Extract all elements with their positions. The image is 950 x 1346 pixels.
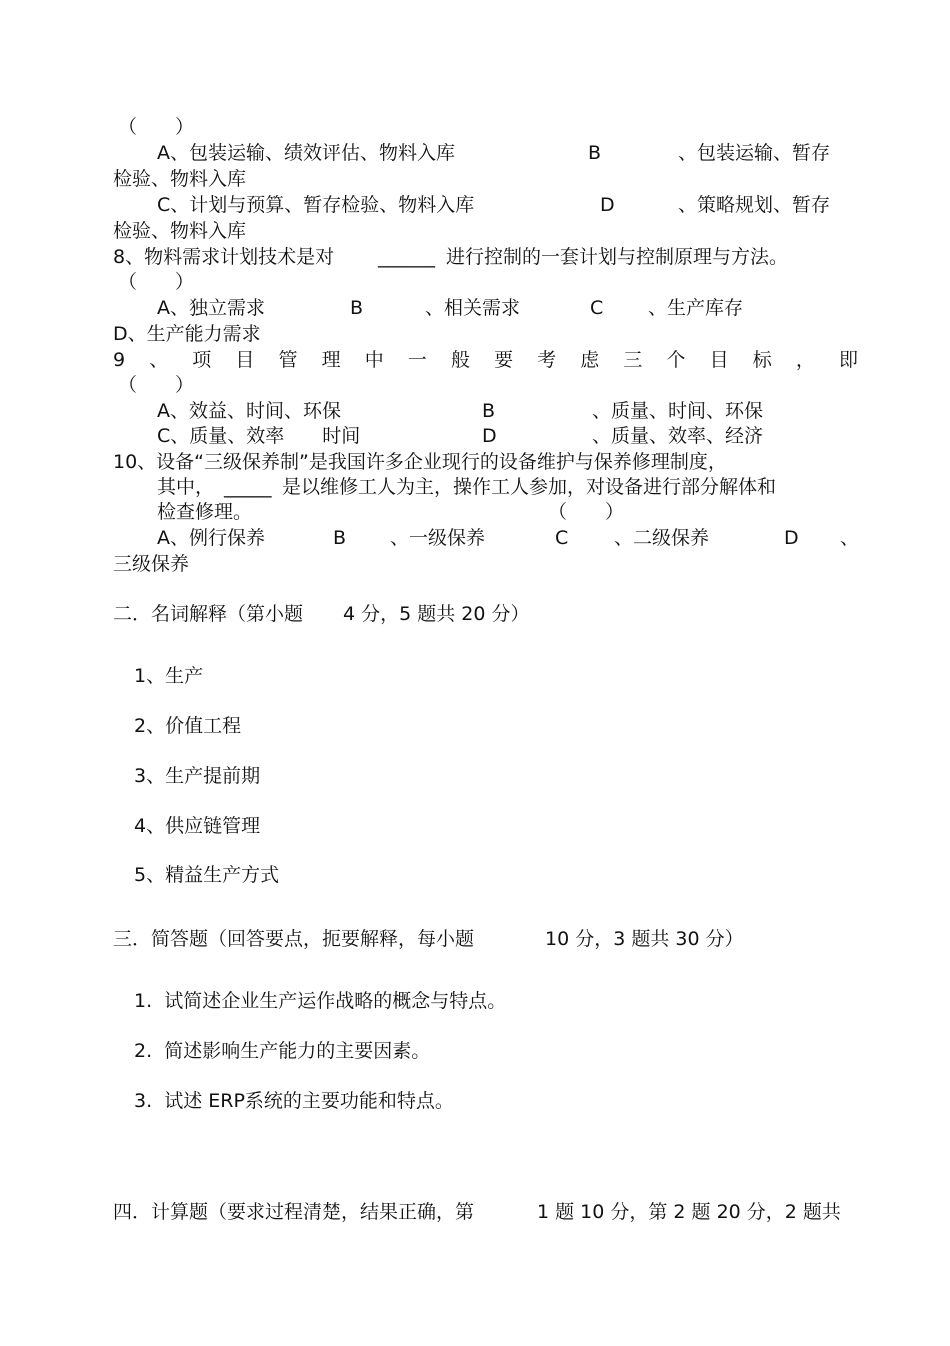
q7-option-d-continued: 检验、物料入库 — [113, 220, 247, 242]
q10-answer-paren: （ ） — [548, 501, 625, 523]
q9-stem-char: 标 — [752, 349, 772, 371]
section2-title-score: 4 分，5 题共 20 分） — [343, 603, 530, 625]
q7-option-a: A、包装运输、绩效评估、物料入库 — [157, 142, 455, 164]
q9-stem-char: 要 — [494, 349, 514, 371]
q10-stem-line3: 检查修理。 — [157, 501, 253, 523]
q7-option-c: C、计划与预算、暂存检验、物料入库 — [157, 194, 475, 216]
q9-stem-char: 管 — [278, 349, 298, 371]
section2-item: 3、生产提前期 — [134, 765, 261, 787]
section4-title-score: 1 题 10 分，第 2 题 20 分，2 题共 — [537, 1201, 841, 1223]
q9-option-d-text: 、质量、效率、经济 — [592, 425, 764, 447]
q9-stem-char: 理 — [321, 349, 341, 371]
section3-title-score: 10 分，3 题共 30 分） — [545, 928, 744, 950]
q7-option-d-text: 、策略规划、暂存 — [678, 194, 831, 216]
q9-stem-char: 般 — [450, 349, 470, 371]
q8-option-b-text: 、相关需求 — [425, 297, 521, 319]
q10-option-a: A、例行保养 — [157, 527, 265, 549]
q8-option-c-letter: C — [590, 297, 604, 319]
section2-item: 2、价值工程 — [134, 715, 242, 737]
q10-blank: _____ — [224, 476, 272, 498]
section3-item: 3. 试述 ERP系统的主要功能和特点。 — [134, 1090, 454, 1112]
q10-stem-line1: 10、设备“三级保养制”是我国许多企业现行的设备维护与保养修理制度， — [113, 451, 727, 473]
q10-option-b-text: 、一级保养 — [390, 527, 486, 549]
q8-option-a: A、独立需求 — [157, 297, 265, 319]
q7-answer-paren: （ ） — [118, 116, 195, 138]
q9-option-a: A、效益、时间、环保 — [157, 400, 341, 422]
q7-option-d-letter: D — [600, 194, 615, 216]
q9-stem-char: 个 — [666, 349, 686, 371]
q7-option-b-text: 、包装运输、暂存 — [678, 142, 831, 164]
section3-item: 2. 简述影响生产能力的主要因素。 — [134, 1040, 431, 1062]
q9-answer-paren: （ ） — [118, 374, 195, 396]
q8-blank: ______ — [378, 246, 435, 268]
q9-stem-char: 即 — [838, 349, 858, 371]
q10-option-d-continued: 三级保养 — [113, 553, 190, 575]
q8-option-b-letter: B — [350, 297, 364, 319]
q8-option-d: D、生产能力需求 — [113, 323, 261, 345]
section4-title: 四．计算题（要求过程清楚，结果正确，第 — [113, 1201, 475, 1223]
q9-stem-char: 目 — [709, 349, 729, 371]
q8-answer-paren: （ ） — [118, 271, 195, 293]
q9-option-d-letter: D — [482, 425, 497, 447]
section2-item: 5、精益生产方式 — [134, 864, 280, 886]
q9-stem-char: 一 — [407, 349, 427, 371]
q9-option-b-text: 、质量、时间、环保 — [592, 400, 764, 422]
q8-option-c-text: 、生产库存 — [648, 297, 744, 319]
q10-option-c-letter: C — [555, 527, 569, 549]
q9-stem-char: 三 — [623, 349, 643, 371]
section2-item: 1、生产 — [134, 665, 204, 687]
section2-item: 4、供应链管理 — [134, 815, 261, 837]
q7-option-b-continued: 检验、物料入库 — [113, 168, 247, 190]
q9-stem-char: 考 — [537, 349, 557, 371]
q8-stem-end: 进行控制的一套计划与控制原理与方法。 — [446, 246, 789, 268]
q10-option-d-text: 、 — [840, 527, 860, 549]
q9-stem-char: 目 — [235, 349, 255, 371]
q8-stem-start: 8、物料需求计划技术是对 — [113, 246, 335, 268]
q10-stem-line2-end: 是以维修工人为主，操作工人参加，对设备进行部分解体和 — [282, 476, 777, 498]
q9-option-c: C、质量、效率 时间 — [157, 425, 361, 447]
q7-option-b-letter: B — [588, 142, 602, 164]
q9-stem-char: 项 — [192, 349, 212, 371]
q10-option-b-letter: B — [333, 527, 347, 549]
q9-option-b-letter: B — [482, 400, 496, 422]
q9-stem-char: 9 — [113, 349, 126, 371]
section2-title: 二．名词解释（第小题 — [113, 603, 304, 625]
section3-title: 三．简答题（回答要点，扼要解释，每小题 — [113, 928, 475, 950]
q10-option-d-letter: D — [784, 527, 799, 549]
q9-stem — [113, 347, 858, 373]
q9-stem-char: 虑 — [580, 349, 600, 371]
q9-stem-char: 、 — [149, 349, 169, 371]
q10-stem-line2-start: 其中， — [157, 476, 215, 498]
q9-stem-char: ， — [795, 349, 815, 371]
q9-stem-char: 中 — [364, 349, 384, 371]
section3-item: 1. 试简述企业生产运作战略的概念与特点。 — [134, 990, 507, 1012]
q10-option-c-text: 、二级保养 — [614, 527, 710, 549]
